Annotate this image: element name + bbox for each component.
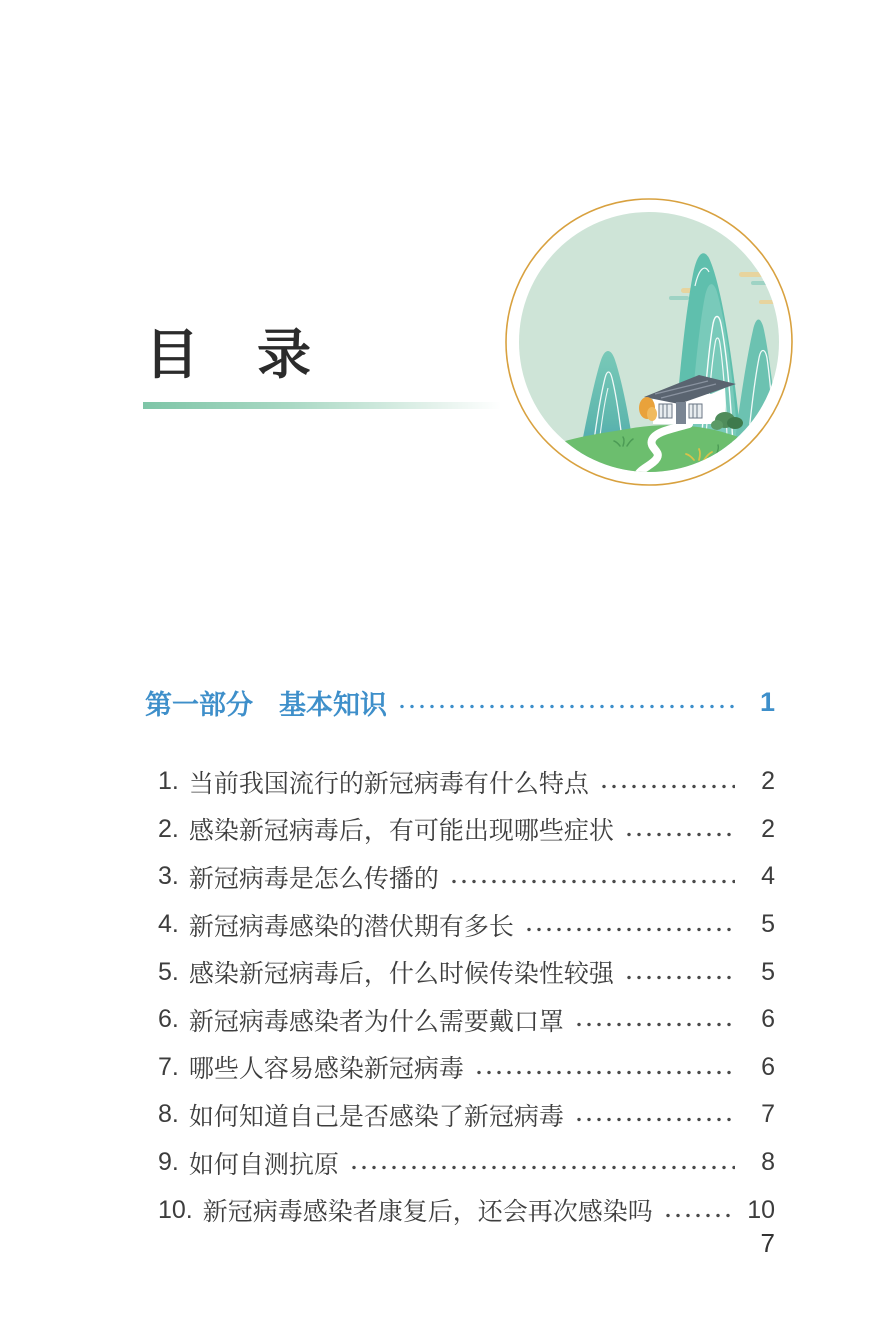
table-of-contents: [145, 684, 775, 1234]
entry-title: 新冠病毒感染者为什么需要戴口罩: [188, 1007, 564, 1036]
dot-leader: [474, 1070, 735, 1075]
toc-entry: [145, 1091, 775, 1139]
toc-entry: [145, 853, 775, 901]
dot-leader: [624, 975, 735, 980]
entry-number: 8.: [158, 1100, 179, 1129]
dot-leader: [574, 1117, 735, 1122]
entry-title: 新冠病毒感染的潜伏期有多长: [188, 912, 514, 941]
section-page-number: 1: [759, 686, 775, 717]
entry-title: 如何知道自己是否感染了新冠病毒: [188, 1102, 564, 1131]
entry-title: 当前我国流行的新冠病毒有什么特点: [188, 769, 589, 798]
entry-number: 2.: [158, 814, 179, 843]
entry-title: 感染新冠病毒后，有可能出现哪些症状: [188, 817, 614, 846]
page-title: 目 录: [145, 325, 313, 385]
toc-entry: [145, 806, 775, 854]
section-part-title: 基本知识: [279, 689, 387, 720]
toc-item-list: [145, 758, 775, 1234]
dot-leader: [449, 879, 735, 884]
entry-title: 哪些人容易感染新冠病毒: [188, 1055, 464, 1084]
grass-hill: [511, 425, 787, 488]
entry-page-number: 2: [761, 814, 775, 843]
toc-section-heading: [145, 684, 775, 720]
toc-entry: [145, 996, 775, 1044]
dot-leader: [663, 1213, 735, 1218]
dot-leader: [349, 1165, 735, 1170]
dot-leader: [574, 1022, 735, 1027]
entry-number: 1.: [158, 767, 179, 796]
entry-number: 9.: [158, 1148, 179, 1177]
toc-entry: [145, 1186, 775, 1234]
entry-title: 感染新冠病毒后，什么时候传染性较强: [188, 960, 614, 989]
dot-leader: [599, 784, 735, 789]
entry-page-number: 8: [761, 1148, 775, 1177]
cover-illustration: [503, 196, 795, 488]
toc-entry: [145, 1139, 775, 1187]
entry-page-number: 10: [747, 1195, 775, 1224]
entry-number: 7.: [158, 1052, 179, 1081]
entry-page-number: 7: [761, 1100, 775, 1129]
entry-page-number: 5: [761, 957, 775, 986]
footer-page-number: 7: [760, 1228, 775, 1258]
entry-page-number: 5: [761, 910, 775, 939]
section-part-label: 第一部分: [145, 689, 253, 720]
landscape-illustration-svg: [503, 196, 795, 488]
entry-page-number: 6: [761, 1005, 775, 1034]
entry-page-number: 4: [761, 862, 775, 891]
entry-number: 3.: [158, 862, 179, 891]
dot-leader: [397, 704, 735, 709]
entry-number: 6.: [158, 1005, 179, 1034]
entry-number: 10.: [158, 1195, 193, 1224]
toc-entry: [145, 1044, 775, 1092]
dot-leader: [524, 927, 735, 932]
entry-page-number: 2: [761, 767, 775, 796]
dot-leader: [624, 832, 735, 837]
entry-title: 如何自测抗原: [188, 1150, 339, 1179]
title-underline-rule: [143, 402, 501, 409]
toc-entry: [145, 948, 775, 996]
toc-entry: [145, 758, 775, 806]
entry-number: 5.: [158, 957, 179, 986]
entry-title: 新冠病毒是怎么传播的: [188, 864, 439, 893]
entry-number: 4.: [158, 910, 179, 939]
entry-title: 新冠病毒感染者康复后，还会再次感染吗: [202, 1198, 653, 1227]
toc-entry: [145, 901, 775, 949]
entry-page-number: 6: [761, 1052, 775, 1081]
